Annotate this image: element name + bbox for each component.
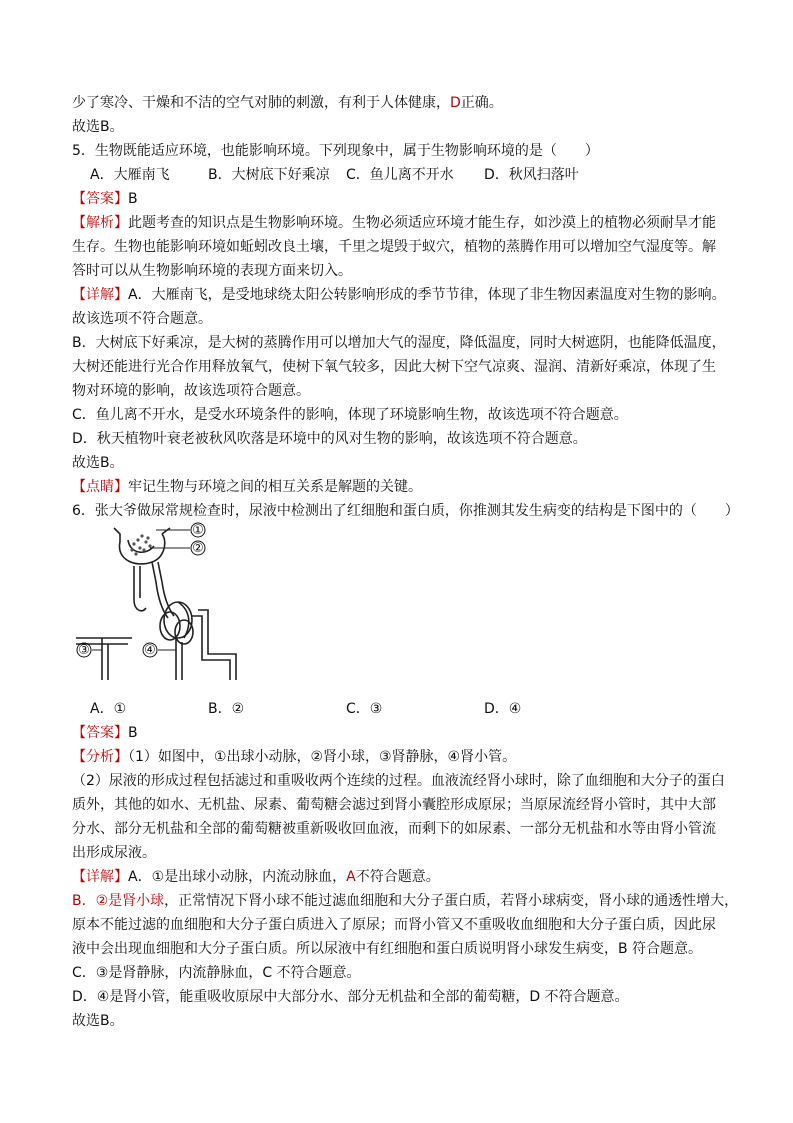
detail-line: 【详解】A．①是出球小动脉，内流动脉血，A不符合题意。: [72, 869, 440, 885]
detail-line: B．大树底下好乘凉，是大树的蒸腾作用可以增加大气的湿度，降低温度，同时大树遮阴，也能降低温度，: [72, 335, 726, 351]
question-5-options: [90, 167, 579, 183]
detail-line: 原本不能过滤的血细胞和大分子蛋白质进入了原尿；而肾小管又不重吸收血细胞和大分子蛋白质，因此尿: [72, 917, 716, 933]
option-c: C．鱼儿离不开水: [346, 167, 454, 183]
analysis-line: 出形成尿液。: [72, 845, 156, 861]
detail-line: B．②是肾小球，正常情况下肾小球不能过滤血细胞和大分子蛋白质，若肾小球病变，肾小球的通透性增大，: [72, 893, 739, 909]
conclusion-line: 故选B。: [72, 1013, 124, 1029]
detail-line: C．③是肾静脉，内流静脉血，C 不符合题意。: [72, 965, 361, 981]
detail-line: D．秋天植物叶衰老被秋风吹落是环境中的风对生物的影响，故该选项不符合题意。: [72, 431, 587, 447]
analysis-line: 质外，其他的如水、无机盐、尿素、葡萄糖会滤过到肾小囊腔形成原尿；当原尿流经肾小管时，其中大部: [72, 797, 716, 813]
option-b: B．②: [208, 701, 245, 717]
detail-line: 物对环境的影响，故该选项符合题意。: [72, 383, 310, 399]
text-line: 故选B。: [72, 119, 124, 135]
option-b: B．大树底下好乘凉: [208, 167, 330, 183]
diagram-label-2: ②: [192, 541, 204, 556]
analysis-line: 答时可以从生物影响环境的表现方面来切入。: [72, 263, 352, 279]
question-6-stem: 6．张大爷做尿常规检查时，尿液中检测出了红细胞和蛋白质，你推测其发生病变的结构是下图中的（ ）: [72, 503, 739, 519]
detail-line: 液中会出现血细胞和大分子蛋白质。所以尿液中有红细胞和蛋白质说明肾小球发生病变，B 符合题意。: [72, 941, 703, 957]
option-d: D．秋风扫落叶: [484, 167, 579, 183]
option-a: A．①: [90, 701, 127, 717]
question-6-options: [90, 701, 521, 717]
question-5-stem: 5．生物既能适应环境，也能影响环境。下列现象中，属于生物影响环境的是（ ）: [72, 143, 599, 159]
detail-line: D．④是肾小管，能重吸收原尿中大部分水、部分无机盐和全部的葡萄糖，D 不符合题意。: [72, 989, 629, 1005]
detail-line: 故该选项不符合题意。: [72, 311, 212, 327]
conclusion-line: 故选B。: [72, 455, 124, 471]
detail-line: C．鱼儿离不开水，是受水环境条件的影响，体现了环境影响生物，故该选项不符合题意。: [72, 407, 628, 423]
nephron-diagram: [72, 520, 242, 680]
diagram-label-1: ①: [192, 523, 204, 538]
option-c: C．③: [346, 701, 383, 717]
analysis-line: 【解析】此题考查的知识点是生物影响环境。生物必须适应环境才能生存，如沙漠上的植物必须耐旱才能: [72, 215, 716, 231]
detail-line: 【详解】A．大雁南飞，是受地球绕太阳公转影响形成的季节节律，体现了非生物因素温度对生物的影响。: [72, 287, 726, 303]
analysis-line: 分水、部分无机盐和全部的葡萄糖被重新吸收回血液，而剩下的如尿素、一部分无机盐和水等由肾小管流: [72, 821, 716, 837]
diagram-label-3: ③: [78, 643, 90, 658]
answer-line: 【答案】B: [72, 191, 138, 207]
option-d: D．④: [484, 701, 522, 717]
text-line: 少了寒冷、干燥和不洁的空气对肺的刺激，有利于人体健康，D正确。: [72, 95, 503, 111]
point-line: 【点睛】牢记生物与环境之间的相互关系是解题的关键。: [72, 479, 422, 495]
detail-line: 大树还能进行光合作用释放氧气，使树下氧气较多，因此大树下空气凉爽、湿润、清新好乘凉，体现了生: [72, 359, 716, 375]
answer-line: 【答案】B: [72, 725, 138, 741]
analysis-line: （2）尿液的形成过程包括滤过和重吸收两个连续的过程。血液流经肾小球时，除了血细胞和大分子的蛋白: [72, 773, 725, 789]
diagram-label-4: ④: [144, 643, 156, 658]
analysis-line: 【分析】（1）如图中，①出球小动脉，②肾小球，③肾静脉，④肾小管。: [72, 749, 517, 765]
option-a: A．大雁南飞: [90, 167, 170, 183]
analysis-line: 生存。生物也能影响环境如蚯蚓改良土壤，千里之堤毁于蚁穴，植物的蒸腾作用可以增加空气湿度等。解: [72, 239, 716, 255]
